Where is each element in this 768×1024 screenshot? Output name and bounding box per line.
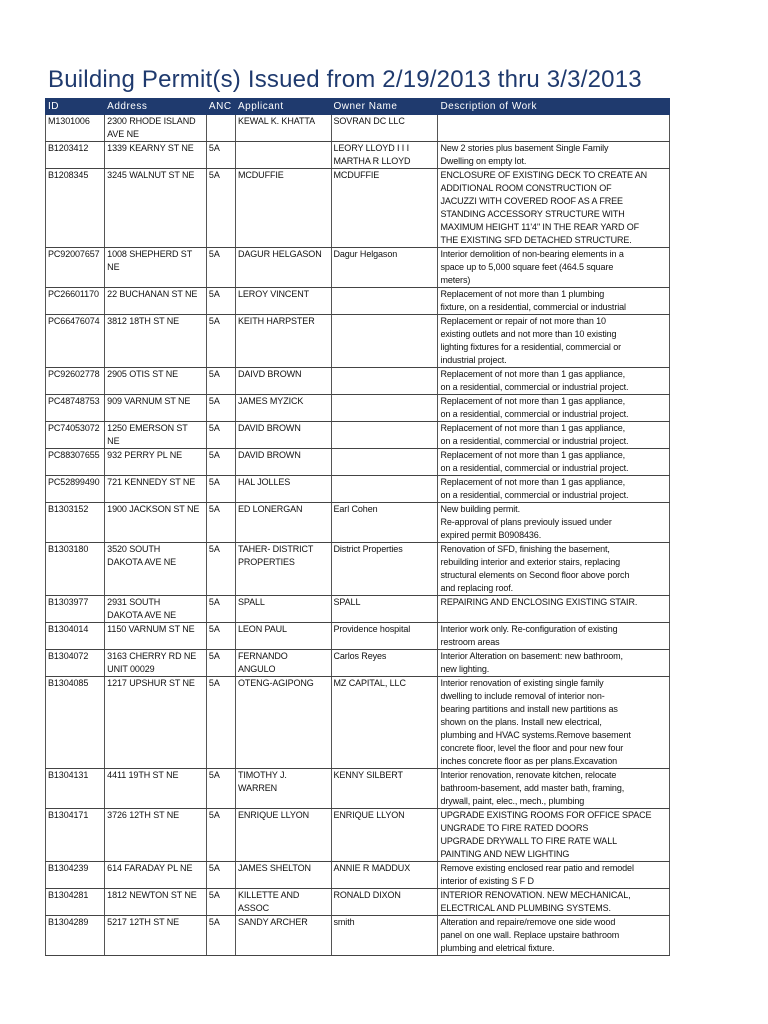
- description-line: meters): [440, 275, 471, 285]
- description-line: on a residential, commercial or industrial project.: [440, 436, 629, 446]
- permit-id-cell: PC48748753: [46, 395, 105, 422]
- applicant-line: HAL JOLLES: [237, 477, 291, 487]
- permits-table-body: [46, 115, 670, 956]
- owner-name-line: ANNIE R MADDUX: [333, 863, 411, 873]
- owner-name-cell: [331, 476, 438, 503]
- applicant-line: KILLETTE AND: [237, 890, 300, 900]
- description-line: INTERIOR RENOVATION. NEW MECHANICAL,: [440, 890, 631, 900]
- address-cell: [105, 889, 207, 916]
- address-line: 1217 UPSHUR ST NE: [107, 678, 195, 688]
- permit-id-cell: PC74053072: [46, 422, 105, 449]
- description-line: Interior renovation of existing single family: [440, 678, 604, 688]
- owner-name-cell: [331, 169, 438, 248]
- applicant-line: MCDUFFIE: [237, 170, 284, 180]
- applicant-line: TAHER- DISTRICT: [237, 544, 314, 554]
- table-header-row: [46, 99, 670, 115]
- owner-name-cell: [331, 862, 438, 889]
- description-cell: [438, 862, 670, 889]
- description-cell: [438, 769, 670, 809]
- description-line: on a residential, commercial or industrial project.: [440, 382, 629, 392]
- address-cell: [105, 623, 207, 650]
- description-line: Replacement of not more than 1 gas appliance,: [440, 450, 626, 460]
- owner-name-cell: [331, 288, 438, 315]
- applicant-cell: [235, 368, 331, 395]
- description-line: Replacement or repair of not more than 10: [440, 316, 606, 326]
- description-line: THE EXISTING SFD DETACHED STRUCTURE.: [440, 235, 632, 245]
- description-line: Re-approval of plans previouly issued under: [440, 517, 612, 527]
- description-line: restroom areas: [440, 637, 500, 647]
- description-line: rebuilding interior and exterior stairs, replacing: [440, 557, 621, 567]
- owner-name-cell: [331, 650, 438, 677]
- applicant-cell: [235, 422, 331, 449]
- address-cell: [105, 395, 207, 422]
- permit-id-cell: B1304072: [46, 650, 105, 677]
- applicant-line: DAVID BROWN: [237, 450, 301, 460]
- description-line: STANDING ACCESSORY STRUCTURE WITH: [440, 209, 625, 219]
- permit-id-cell: M1301006: [46, 115, 105, 142]
- address-line: 2300 RHODE ISLAND: [107, 116, 196, 126]
- anc-cell: 5A: [206, 809, 235, 862]
- address-cell: [105, 809, 207, 862]
- description-line: inches concrete floor as per plans.Excavation: [440, 756, 618, 766]
- description-line: Alteration and repaire/remove one side wood: [440, 917, 616, 927]
- description-cell: [438, 142, 670, 169]
- permit-id-cell: B1304014: [46, 623, 105, 650]
- description-line: Interior renovation, renovate kitchen, relocate: [440, 770, 617, 780]
- owner-name-cell: [331, 422, 438, 449]
- owner-name-line: MZ CAPITAL, LLC: [333, 678, 406, 688]
- applicant-line: PROPERTIES: [237, 557, 295, 567]
- applicant-cell: [235, 248, 331, 288]
- applicant-cell: [235, 650, 331, 677]
- address-cell: [105, 368, 207, 395]
- anc-cell: 5A: [206, 543, 235, 596]
- description-line: drywall, paint, elec., mech., plumbing: [440, 796, 585, 806]
- column-header-address: Address: [105, 99, 207, 115]
- applicant-line: ASSOC: [237, 903, 269, 913]
- anc-cell: 5A: [206, 449, 235, 476]
- description-line: existing outlets and not more than 10 existing: [440, 329, 617, 339]
- owner-name-cell: [331, 142, 438, 169]
- description-line: panel on one wall. Replace upstaire bathroom: [440, 930, 620, 940]
- address-line: 3812 18TH ST NE: [107, 316, 180, 326]
- description-line: UNGRADE TO FIRE RATED DOORS: [440, 823, 589, 833]
- address-cell: [105, 476, 207, 503]
- anc-cell: 5A: [206, 916, 235, 956]
- description-cell: [438, 169, 670, 248]
- anc-cell: 5A: [206, 248, 235, 288]
- description-line: plumbing and HVAC systems.Remove basement: [440, 730, 631, 740]
- applicant-line: KEWAL K. KHATTA: [237, 116, 315, 126]
- address-cell: [105, 862, 207, 889]
- address-cell: [105, 169, 207, 248]
- description-line: on a residential, commercial or industrial project.: [440, 490, 629, 500]
- description-cell: [438, 503, 670, 543]
- address-line: 932 PERRY PL NE: [107, 450, 183, 460]
- description-line: Replacement of not more than 1 gas appliance,: [440, 423, 626, 433]
- description-cell: [438, 288, 670, 315]
- description-line: lighting fixtures for a residential, commercial or: [440, 342, 622, 352]
- address-line: 1150 VARNUM ST NE: [107, 624, 195, 634]
- address-line: 1339 KEARNY ST NE: [107, 143, 194, 153]
- table-row: [46, 142, 670, 169]
- table-row: [46, 115, 670, 142]
- applicant-cell: [235, 862, 331, 889]
- address-line: NE: [107, 436, 120, 446]
- address-line: 22 BUCHANAN ST NE: [107, 289, 198, 299]
- table-row: [46, 677, 670, 769]
- applicant-cell: [235, 503, 331, 543]
- applicant-cell: [235, 449, 331, 476]
- description-line: Remove existing enclosed rear patio and remodel: [440, 863, 634, 873]
- table-row: [46, 248, 670, 288]
- applicant-line: JAMES MYZICK: [237, 396, 304, 406]
- address-cell: [105, 650, 207, 677]
- address-line: 1900 JACKSON ST NE: [107, 504, 200, 514]
- column-header-description: Description of Work: [438, 99, 670, 115]
- permit-id-cell: PC88307655: [46, 449, 105, 476]
- description-line: bathroom-basement, add master bath, framing,: [440, 783, 625, 793]
- permits-table: [45, 98, 670, 956]
- address-cell: [105, 677, 207, 769]
- description-line: on a residential, commercial or industrial project.: [440, 409, 629, 419]
- address-cell: [105, 315, 207, 368]
- applicant-cell: [235, 543, 331, 596]
- description-cell: [438, 916, 670, 956]
- applicant-line: WARREN: [237, 783, 278, 793]
- column-header-anc: ANC: [206, 99, 235, 115]
- address-cell: [105, 422, 207, 449]
- address-line: 3163 CHERRY RD NE: [107, 651, 197, 661]
- applicant-line: SANDY ARCHER: [237, 917, 308, 927]
- page-title: Building Permit(s) Issued from 2/19/2013 thru 3/3/2013: [48, 66, 642, 93]
- owner-name-line: LEORY LLOYD I I I: [333, 143, 410, 153]
- permit-id-cell: PC26601170: [46, 288, 105, 315]
- owner-name-line: Dagur Helgason: [333, 249, 398, 259]
- table-row: [46, 169, 670, 248]
- permit-id-cell: B1208345: [46, 169, 105, 248]
- owner-name-cell: [331, 368, 438, 395]
- owner-name-cell: [331, 769, 438, 809]
- address-cell: [105, 449, 207, 476]
- applicant-line: DAVID BROWN: [237, 423, 301, 433]
- description-line: dwelling to include removal of interior non-: [440, 691, 605, 701]
- applicant-line: DAGUR HELGASON: [237, 249, 322, 259]
- address-cell: [105, 142, 207, 169]
- address-cell: [105, 543, 207, 596]
- description-cell: [438, 596, 670, 623]
- description-line: Dwelling on empty lot.: [440, 156, 527, 166]
- description-line: New building permit.: [440, 504, 520, 514]
- owner-name-line: smith: [333, 917, 355, 927]
- description-line: Replacement of not more than 1 plumbing: [440, 289, 605, 299]
- column-header-owner-name: Owner Name: [331, 99, 438, 115]
- applicant-line: LEON PAUL: [237, 624, 287, 634]
- address-line: DAKOTA AVE NE: [107, 610, 177, 620]
- owner-name-line: District Properties: [333, 544, 403, 554]
- anc-cell: 5A: [206, 503, 235, 543]
- description-cell: [438, 889, 670, 916]
- table-row: [46, 769, 670, 809]
- anc-cell: 5A: [206, 315, 235, 368]
- applicant-cell: [235, 916, 331, 956]
- owner-name-cell: [331, 596, 438, 623]
- address-line: AVE NE: [107, 129, 139, 139]
- address-cell: [105, 503, 207, 543]
- address-cell: [105, 288, 207, 315]
- address-cell: [105, 769, 207, 809]
- permit-id-cell: B1203412: [46, 142, 105, 169]
- description-line: shown on the plans. Install new electrical,: [440, 717, 602, 727]
- applicant-line: ENRIQUE LLYON: [237, 810, 310, 820]
- owner-name-line: RONALD DIXON: [333, 890, 401, 900]
- owner-name-line: MCDUFFIE: [333, 170, 380, 180]
- owner-name-line: ENRIQUE LLYON: [333, 810, 405, 820]
- description-line: new lighting.: [440, 664, 490, 674]
- applicant-line: ANGULO: [237, 664, 276, 674]
- address-line: 1812 NEWTON ST NE: [107, 890, 197, 900]
- address-cell: [105, 916, 207, 956]
- address-line: 2931 SOUTH: [107, 597, 161, 607]
- permit-id-cell: PC92602778: [46, 368, 105, 395]
- owner-name-cell: [331, 543, 438, 596]
- description-cell: [438, 650, 670, 677]
- anc-cell: 5A: [206, 596, 235, 623]
- owner-name-line: SOVRAN DC LLC: [333, 116, 405, 126]
- applicant-cell: [235, 596, 331, 623]
- description-line: bearing partitions and install new partitions as: [440, 704, 618, 714]
- applicant-cell: [235, 623, 331, 650]
- owner-name-cell: [331, 503, 438, 543]
- anc-cell: 5A: [206, 169, 235, 248]
- anc-cell: 5A: [206, 368, 235, 395]
- address-line: 3520 SOUTH: [107, 544, 161, 554]
- description-line: structural elements on Second floor above porch: [440, 570, 630, 580]
- description-line: and replacing roof.: [440, 583, 514, 593]
- description-cell: [438, 315, 670, 368]
- applicant-cell: [235, 395, 331, 422]
- address-line: NE: [107, 262, 120, 272]
- table-row: [46, 862, 670, 889]
- address-line: 721 KENNEDY ST NE: [107, 477, 196, 487]
- applicant-cell: [235, 677, 331, 769]
- anc-cell: 5A: [206, 395, 235, 422]
- description-cell: [438, 809, 670, 862]
- description-cell: [438, 623, 670, 650]
- owner-name-line: MARTHA R LLOYD: [333, 156, 411, 166]
- applicant-cell: [235, 809, 331, 862]
- address-line: 1250 EMERSON ST: [107, 423, 188, 433]
- column-header-id: ID: [46, 99, 105, 115]
- address-line: 1008 SHEPHERD ST: [107, 249, 193, 259]
- table-row: [46, 916, 670, 956]
- address-line: DAKOTA AVE NE: [107, 557, 177, 567]
- anc-cell: 5A: [206, 862, 235, 889]
- description-line: on a residential, commercial or industrial project.: [440, 463, 629, 473]
- description-cell: [438, 395, 670, 422]
- applicant-line: DAIVD BROWN: [237, 369, 302, 379]
- description-line: Replacement of not more than 1 gas appliance,: [440, 477, 626, 487]
- applicant-cell: [235, 476, 331, 503]
- permit-id-cell: B1303977: [46, 596, 105, 623]
- description-cell: [438, 248, 670, 288]
- address-cell: [105, 115, 207, 142]
- applicant-line: SPALL: [237, 597, 265, 607]
- table-row: [46, 543, 670, 596]
- column-header-applicant: Applicant: [235, 99, 331, 115]
- description-cell: [438, 115, 670, 142]
- address-line: 3245 WALNUT ST NE: [107, 170, 195, 180]
- owner-name-cell: [331, 115, 438, 142]
- address-cell: [105, 248, 207, 288]
- description-line: Interior demolition of non-bearing elements in a: [440, 249, 624, 259]
- address-line: 2905 OTIS ST NE: [107, 369, 179, 379]
- description-line: plumbing and eletrical fixture.: [440, 943, 555, 953]
- applicant-line: KEITH HARPSTER: [237, 316, 315, 326]
- owner-name-cell: [331, 315, 438, 368]
- table-row: [46, 809, 670, 862]
- owner-name-cell: [331, 395, 438, 422]
- anc-cell: 5A: [206, 623, 235, 650]
- description-line: PAINTING AND NEW LIGHTING: [440, 849, 570, 859]
- description-line: Replacement of not more than 1 gas appliance,: [440, 369, 626, 379]
- owner-name-cell: [331, 623, 438, 650]
- description-line: interior of existing S F D: [440, 876, 534, 886]
- description-line: JACUZZI WITH COVERED ROOF AS A FREE: [440, 196, 623, 206]
- permit-id-cell: PC52899490: [46, 476, 105, 503]
- description-line: space up to 5,000 square feet (464.5 square: [440, 262, 614, 272]
- applicant-line: ED LONERGAN: [237, 504, 303, 514]
- applicant-cell: [235, 315, 331, 368]
- owner-name-cell: [331, 449, 438, 476]
- table-row: [46, 449, 670, 476]
- description-line: ELECTRICAL AND PLUMBING SYSTEMS.: [440, 903, 611, 913]
- applicant-line: TIMOTHY J.: [237, 770, 287, 780]
- anc-cell: 5A: [206, 889, 235, 916]
- address-cell: [105, 596, 207, 623]
- description-cell: [438, 368, 670, 395]
- applicant-line: LEROY VINCENT: [237, 289, 310, 299]
- owner-name-cell: [331, 677, 438, 769]
- applicant-line: JAMES SHELTON: [237, 863, 311, 873]
- owner-name-line: SPALL: [333, 597, 361, 607]
- permit-id-cell: B1304171: [46, 809, 105, 862]
- description-cell: [438, 677, 670, 769]
- address-line: 614 FARADAY PL NE: [107, 863, 193, 873]
- table-row: [46, 596, 670, 623]
- anc-cell: 5A: [206, 677, 235, 769]
- owner-name-cell: [331, 248, 438, 288]
- description-line: Renovation of SFD, finishing the basement,: [440, 544, 610, 554]
- permit-id-cell: B1304281: [46, 889, 105, 916]
- owner-name-line: Earl Cohen: [333, 504, 378, 514]
- table-row: [46, 503, 670, 543]
- address-line: 4411 19TH ST NE: [107, 770, 179, 780]
- description-line: expired permit B0908436.: [440, 530, 542, 540]
- anc-cell: 5A: [206, 142, 235, 169]
- owner-name-cell: [331, 809, 438, 862]
- description-line: concrete floor, level the floor and pour new four: [440, 743, 624, 753]
- table-row: [46, 395, 670, 422]
- table-row: [46, 368, 670, 395]
- address-line: 3726 12TH ST NE: [107, 810, 180, 820]
- applicant-cell: [235, 769, 331, 809]
- description-line: ADDITIONAL ROOM CONSTRUCTION OF: [440, 183, 612, 193]
- table-row: [46, 650, 670, 677]
- anc-cell: 5A: [206, 769, 235, 809]
- description-line: Interior Alteration on basement: new bathroom,: [440, 651, 623, 661]
- description-line: UPGRADE DRYWALL TO FIRE RATE WALL: [440, 836, 618, 846]
- description-line: Replacement of not more than 1 gas appliance,: [440, 396, 626, 406]
- anc-cell: 5A: [206, 422, 235, 449]
- permit-id-cell: B1304085: [46, 677, 105, 769]
- description-line: Interior work only. Re-configuration of existing: [440, 624, 618, 634]
- description-line: New 2 stories plus basement Single Family: [440, 143, 609, 153]
- table-row: [46, 422, 670, 449]
- description-line: fixture, on a residential, commercial or industrial: [440, 302, 626, 312]
- table-row: [46, 288, 670, 315]
- permit-id-cell: B1303180: [46, 543, 105, 596]
- permit-id-cell: B1304289: [46, 916, 105, 956]
- description-line: ENCLOSURE OF EXISTING DECK TO CREATE AN: [440, 170, 648, 180]
- description-cell: [438, 476, 670, 503]
- address-line: 909 VARNUM ST NE: [107, 396, 191, 406]
- description-cell: [438, 449, 670, 476]
- owner-name-cell: [331, 889, 438, 916]
- owner-name-cell: [331, 916, 438, 956]
- table-row: [46, 623, 670, 650]
- applicant-cell: [235, 115, 331, 142]
- table-row: [46, 889, 670, 916]
- anc-cell: 5A: [206, 288, 235, 315]
- applicant-line: FERNANDO: [237, 651, 288, 661]
- table-row: [46, 476, 670, 503]
- applicant-cell: [235, 889, 331, 916]
- description-line: industrial project.: [440, 355, 507, 365]
- permit-id-cell: PC92007657: [46, 248, 105, 288]
- description-line: UPGRADE EXISTING ROOMS FOR OFFICE SPACE: [440, 810, 652, 820]
- applicant-cell: [235, 169, 331, 248]
- anc-cell: 5A: [206, 476, 235, 503]
- table-row: [46, 315, 670, 368]
- applicant-line: OTENG-AGIPONG: [237, 678, 314, 688]
- description-cell: [438, 543, 670, 596]
- owner-name-line: KENNY SILBERT: [333, 770, 403, 780]
- applicant-cell: [235, 142, 331, 169]
- anc-cell: 5A: [206, 650, 235, 677]
- permit-id-cell: PC66476074: [46, 315, 105, 368]
- owner-name-line: Carlos Reyes: [333, 651, 387, 661]
- permit-id-cell: B1303152: [46, 503, 105, 543]
- owner-name-line: Providence hospital: [333, 624, 411, 634]
- permit-id-cell: B1304131: [46, 769, 105, 809]
- permit-id-cell: B1304239: [46, 862, 105, 889]
- applicant-cell: [235, 288, 331, 315]
- description-line: MAXIMUM HEIGHT 11'4" IN THE REAR YARD OF: [440, 222, 640, 232]
- description-cell: [438, 422, 670, 449]
- address-line: UNIT 00029: [107, 664, 155, 674]
- anc-cell: [206, 115, 235, 142]
- description-line: REPAIRING AND ENCLOSING EXISTING STAIR.: [440, 597, 638, 607]
- address-line: 5217 12TH ST NE: [107, 917, 180, 927]
